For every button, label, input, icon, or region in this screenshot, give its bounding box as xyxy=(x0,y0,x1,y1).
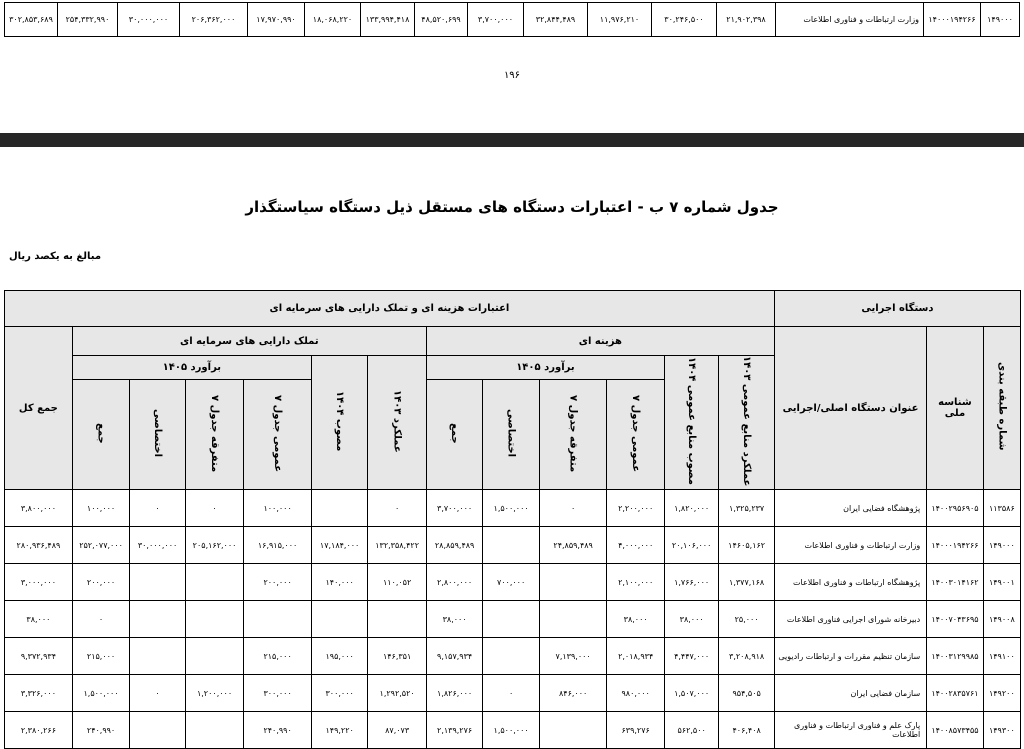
value-cell: ۱۱,۹۷۶,۲۱۰ xyxy=(588,3,652,37)
class-number-header: شماره طبقه بندی xyxy=(983,327,1020,490)
value-cell xyxy=(185,712,244,749)
misc-header: متفرقه جدول ۷ xyxy=(539,380,607,490)
capital-estimate-header: برآورد ۱۴۰۵ xyxy=(72,356,311,380)
value-cell: ۳,۷۰۰,۰۰۰ xyxy=(468,3,524,37)
value-cell: ۱۹۵,۰۰۰ xyxy=(311,638,367,675)
value-cell: ۱۸,۰۶۸,۲۲۰ xyxy=(305,3,361,37)
value-cell xyxy=(244,601,312,638)
value-cell: ۱۰۰,۰۰۰ xyxy=(244,490,312,527)
value-cell: ۲۱۵,۰۰۰ xyxy=(72,638,130,675)
agency-title-cell: سازمان فضایی ایران xyxy=(774,675,926,712)
value-cell: ۲۵,۰۰۰ xyxy=(719,601,774,638)
value-cell: ۴۸,۵۲۰,۶۹۹ xyxy=(415,3,468,37)
value-cell: ۳۲,۸۴۴,۴۸۹ xyxy=(524,3,588,37)
value-cell: ۶۳۹,۲۷۶ xyxy=(607,712,665,749)
national-id-cell: ۱۴۰۰۲۹۵۶۹۰۵ xyxy=(927,490,983,527)
value-cell: ۱۳۳,۹۹۴,۴۱۸ xyxy=(361,3,415,37)
general-header: عمومی جدول ۷ xyxy=(607,380,665,490)
national-id-cell: ۱۴۰۰۳۱۲۹۹۸۵ xyxy=(927,638,983,675)
value-cell: ۲,۸۰۰,۰۰۰ xyxy=(426,564,482,601)
national-id-cell: ۱۴۰۰۳۰۱۴۱۶۲ xyxy=(927,564,983,601)
table-row xyxy=(5,601,1021,638)
agency-title-cell: پارک علم و فناوری ارتباطات و فناوری اطلاعات xyxy=(774,712,926,749)
value-cell: ۲۰۵,۱۶۲,۰۰۰ xyxy=(185,527,244,564)
special-header: اختصاصی xyxy=(130,380,185,490)
expense-estimate-header: برآورد ۱۴۰۵ xyxy=(426,356,664,380)
capital-actual-header: عملکرد ۱۴۰۳ xyxy=(368,356,427,490)
value-cell: ۲۵۲,۰۷۷,۰۰۰ xyxy=(72,527,130,564)
value-cell: ۲۵۴,۳۳۲,۹۹۰ xyxy=(58,3,118,37)
class-number-cell: ۱۴۹۰۰۰ xyxy=(981,3,1020,37)
value-cell: ۰ xyxy=(130,490,185,527)
value-cell: ۲۴,۸۵۹,۴۸۹ xyxy=(539,527,607,564)
value-cell: ۲۴۰,۹۹۰ xyxy=(244,712,312,749)
value-cell: ۷,۱۳۹,۰۰۰ xyxy=(539,638,607,675)
table-row xyxy=(5,490,1021,527)
value-cell: ۱۷,۱۸۴,۰۰۰ xyxy=(311,527,367,564)
agency-title-cell: پژوهشگاه فضایی ایران xyxy=(774,490,926,527)
value-cell xyxy=(130,601,185,638)
capital-header: تملک دارایی های سرمایه ای xyxy=(72,327,426,356)
table-row xyxy=(5,564,1021,601)
value-cell: ۳,۲۰۸,۹۱۸ xyxy=(719,638,774,675)
value-cell: ۱۱۰,۰۵۲ xyxy=(368,564,427,601)
value-cell: ۱,۳۷۷,۱۶۸ xyxy=(719,564,774,601)
unit-note: مبالغ به یکصد ریال xyxy=(9,251,102,262)
value-cell: ۳,۰۰۰,۰۰۰ xyxy=(5,564,73,601)
class-number-cell: ۱۴۹۲۰۰ xyxy=(983,675,1020,712)
sum-header: جمع xyxy=(426,380,482,490)
table-row xyxy=(5,712,1021,749)
value-cell: ۹,۳۷۲,۹۳۴ xyxy=(5,638,73,675)
value-cell: ۲۱۵,۰۰۰ xyxy=(244,638,312,675)
capital-approved-header: مصوب ۱۴۰۴ xyxy=(311,356,367,490)
value-cell: ۱۶,۹۱۵,۰۰۰ xyxy=(244,527,312,564)
grand-total-header: جمع کل xyxy=(5,327,73,490)
value-cell: ۱,۸۲۶,۰۰۰ xyxy=(426,675,482,712)
value-cell: ۳۸,۰۰۰ xyxy=(607,601,665,638)
expense-header: هزینه ای xyxy=(426,327,774,356)
value-cell: ۱,۲۹۲,۵۲۰ xyxy=(368,675,427,712)
value-cell: ۹,۱۵۷,۹۳۴ xyxy=(426,638,482,675)
agency-title-header: عنوان دستگاه اصلی/اجرایی xyxy=(774,327,926,490)
value-cell: ۱۴۶,۳۵۱ xyxy=(368,638,427,675)
value-cell: ۳,۳۲۶,۰۰۰ xyxy=(5,675,73,712)
page-separator xyxy=(0,133,1024,147)
value-cell: ۳۸,۰۰۰ xyxy=(664,601,718,638)
value-cell: ۳۰۰,۰۰۰ xyxy=(311,675,367,712)
value-cell: ۱,۷۶۶,۰۰۰ xyxy=(664,564,718,601)
agency-header: دستگاه اجرایی xyxy=(774,291,1020,327)
value-cell: ۳,۸۰۰,۰۰۰ xyxy=(5,490,73,527)
value-cell: ۴,۴۴۷,۰۰۰ xyxy=(664,638,718,675)
value-cell: ۳,۷۰۰,۰۰۰ xyxy=(426,490,482,527)
value-cell: ۰ xyxy=(185,490,244,527)
value-cell: ۲,۱۰۰,۰۰۰ xyxy=(607,564,665,601)
value-cell: ۳۰,۰۰۰,۰۰۰ xyxy=(130,527,185,564)
value-cell: ۱۰۰,۰۰۰ xyxy=(72,490,130,527)
value-cell: ۱۷,۹۷۰,۹۹۰ xyxy=(248,3,305,37)
class-number-cell: ۱۴۹۱۰۰ xyxy=(983,638,1020,675)
value-cell: ۹۵۴,۵۰۵ xyxy=(719,675,774,712)
agency-title-cell: دبیرخانه شورای اجرایی فناوری اطلاعات xyxy=(774,601,926,638)
national-id-header: شناسه ملی xyxy=(927,327,983,490)
value-cell xyxy=(483,638,539,675)
value-cell: ۱,۸۲۰,۰۰۰ xyxy=(664,490,718,527)
agency-title-cell: پژوهشگاه ارتباطات و فناوری اطلاعات xyxy=(774,564,926,601)
value-cell xyxy=(130,712,185,749)
agency-title-cell: سازمان تنظیم مقررات و ارتباطات رادیویی xyxy=(774,638,926,675)
class-number-cell: ۱۴۹۰۰۸ xyxy=(983,601,1020,638)
value-cell: ۱,۳۲۵,۲۳۷ xyxy=(719,490,774,527)
value-cell: ۲,۳۸۰,۲۶۶ xyxy=(5,712,73,749)
class-number-cell: ۱۱۳۵۸۶ xyxy=(983,490,1020,527)
agency-title-cell: وزارت ارتباطات و فناوری اطلاعات xyxy=(776,3,924,37)
value-cell: ۸۷,۰۷۳ xyxy=(368,712,427,749)
national-id-cell: ۱۴۰۰۷۰۴۳۶۹۵ xyxy=(927,601,983,638)
value-cell: ۰ xyxy=(483,675,539,712)
sum-header: جمع xyxy=(72,380,130,490)
value-cell xyxy=(185,564,244,601)
value-cell: ۲,۱۳۹,۲۷۶ xyxy=(426,712,482,749)
value-cell: ۱۴۰,۰۰۰ xyxy=(311,564,367,601)
value-cell xyxy=(539,601,607,638)
value-cell: ۲۸۰,۹۳۶,۴۸۹ xyxy=(5,527,73,564)
agency-title-cell: وزارت ارتباطات و فناوری اطلاعات xyxy=(774,527,926,564)
value-cell xyxy=(483,601,539,638)
value-cell: ۳۸,۰۰۰ xyxy=(426,601,482,638)
value-cell xyxy=(185,601,244,638)
class-number-cell: ۱۴۹۳۰۰ xyxy=(983,712,1020,749)
credits-header: اعتبارات هزینه ای و تملک دارایی های سرمایه ای xyxy=(5,291,775,327)
value-cell: ۱,۵۰۰,۰۰۰ xyxy=(483,712,539,749)
special-header: اختصاصی xyxy=(483,380,539,490)
page-number: ۱۹۶ xyxy=(503,70,521,81)
value-cell xyxy=(130,564,185,601)
value-cell: ۲۱,۹۰۲,۳۹۸ xyxy=(717,3,776,37)
approved-general-header: مصوب منابع عمومی ۱۴۰۴ xyxy=(664,356,718,490)
value-cell xyxy=(368,601,427,638)
misc-header: متفرقه جدول ۷ xyxy=(185,380,244,490)
value-cell: ۰ xyxy=(539,490,607,527)
value-cell: ۱۳۲,۳۵۸,۴۲۲ xyxy=(368,527,427,564)
value-cell: ۷۰۰,۰۰۰ xyxy=(483,564,539,601)
table-row xyxy=(5,675,1021,712)
value-cell: ۱,۲۰۰,۰۰۰ xyxy=(185,675,244,712)
table-body xyxy=(5,490,1021,749)
value-cell xyxy=(311,490,367,527)
class-number-cell: ۱۴۹۰۰۰ xyxy=(983,527,1020,564)
value-cell: ۳۰۰,۰۰۰ xyxy=(244,675,312,712)
value-cell: ۲۴۰,۹۹۰ xyxy=(72,712,130,749)
national-id-cell: ۱۴۰۰۰۱۹۴۲۶۶ xyxy=(927,527,983,564)
value-cell: ۲۰۰,۰۰۰ xyxy=(72,564,130,601)
value-cell: ۲۰,۱۰۶,۰۰۰ xyxy=(664,527,718,564)
value-cell: ۱۴۹,۲۲۰ xyxy=(311,712,367,749)
value-cell xyxy=(185,638,244,675)
value-cell: ۱,۵۰۰,۰۰۰ xyxy=(483,490,539,527)
value-cell: ۱۴۶۰۵,۱۶۲ xyxy=(719,527,774,564)
value-cell: ۹۸۰,۰۰۰ xyxy=(607,675,665,712)
table-row xyxy=(5,638,1021,675)
value-cell xyxy=(130,638,185,675)
credits-table xyxy=(4,290,1021,749)
value-cell: ۴,۰۰۰,۰۰۰ xyxy=(607,527,665,564)
value-cell: ۲۰۶,۳۶۲,۰۰۰ xyxy=(180,3,248,37)
value-cell xyxy=(539,564,607,601)
value-cell: ۴۰۶,۴۰۸ xyxy=(719,712,774,749)
value-cell: ۰ xyxy=(368,490,427,527)
value-cell: ۵۶۲,۵۰۰ xyxy=(664,712,718,749)
general-header: عمومی جدول ۷ xyxy=(244,380,312,490)
previous-page-row xyxy=(4,2,1020,37)
value-cell: ۲۰۰,۰۰۰ xyxy=(244,564,312,601)
national-id-cell: ۱۴۰۰۰۱۹۴۲۶۶ xyxy=(924,3,981,37)
class-number-cell: ۱۴۹۰۰۱ xyxy=(983,564,1020,601)
value-cell: ۲,۲۰۰,۰۰۰ xyxy=(607,490,665,527)
value-cell: ۳۸,۰۰۰ xyxy=(5,601,73,638)
actual-general-header: عملکرد منابع عمومی ۱۴۰۳ xyxy=(719,356,774,490)
value-cell: ۳۰۲,۸۵۳,۶۸۹ xyxy=(5,3,58,37)
value-cell xyxy=(483,527,539,564)
value-cell: ۰ xyxy=(130,675,185,712)
table-row xyxy=(5,527,1021,564)
table-title: جدول شماره ۷ ب - اعتبارات دستگاه های مستقل ذیل دستگاه سیاستگذار xyxy=(245,198,779,216)
value-cell xyxy=(311,601,367,638)
value-cell: ۳۰,۰۰۰,۰۰۰ xyxy=(118,3,180,37)
value-cell: ۳۰,۲۴۶,۵۰۰ xyxy=(652,3,717,37)
value-cell: ۱,۵۰۷,۰۰۰ xyxy=(664,675,718,712)
value-cell: ۰ xyxy=(72,601,130,638)
value-cell xyxy=(539,712,607,749)
national-id-cell: ۱۴۰۰۸۵۷۳۴۵۵ xyxy=(927,712,983,749)
value-cell: ۸۴۶,۰۰۰ xyxy=(539,675,607,712)
national-id-cell: ۱۴۰۰۲۸۳۵۷۶۱ xyxy=(927,675,983,712)
value-cell: ۲۸,۸۵۹,۴۸۹ xyxy=(426,527,482,564)
value-cell: ۲,۰۱۸,۹۳۴ xyxy=(607,638,665,675)
value-cell: ۱,۵۰۰,۰۰۰ xyxy=(72,675,130,712)
